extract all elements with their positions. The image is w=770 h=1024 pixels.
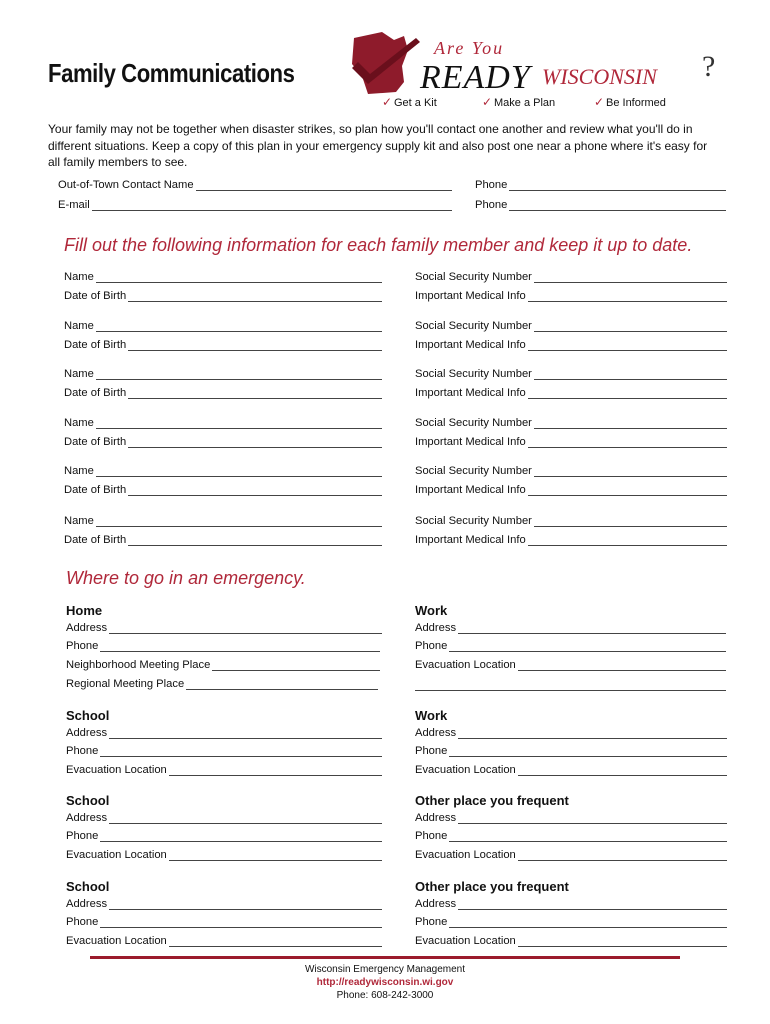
member-5-ssn-field[interactable]: Social Security Number xyxy=(415,465,727,477)
other-1-phone-field[interactable]: Phone xyxy=(415,830,727,842)
member-1-ssn-field[interactable]: Social Security Number xyxy=(415,271,727,283)
school-3-evacuation-field[interactable]: Evacuation Location xyxy=(66,935,382,947)
neighborhood-meeting-field[interactable]: Neighborhood Meeting Place xyxy=(66,659,380,671)
emergency-heading: Where to go in an emergency. xyxy=(66,568,306,588)
work-2-phone-field[interactable]: Phone xyxy=(415,745,727,757)
footer-url[interactable]: http://readywisconsin.wi.gov xyxy=(316,977,454,988)
work1-evacuation-field[interactable]: Evacuation Location xyxy=(415,659,726,671)
family-heading: Fill out the following information for each family member and keep it up to date. xyxy=(64,235,693,255)
logo-question: ? xyxy=(702,50,716,83)
work-2-evacuation-field[interactable]: Evacuation Location xyxy=(415,764,727,776)
section-home: Home xyxy=(66,603,103,618)
member-4-dob-field[interactable]: Date of Birth xyxy=(64,436,382,448)
other-2-phone-field[interactable]: Phone xyxy=(415,916,727,928)
logo-check-1: ✓ xyxy=(382,95,393,109)
section-work-2: Work xyxy=(415,708,448,723)
section-other-2: Other place you frequent xyxy=(415,879,569,894)
other-2-address-field[interactable]: Address xyxy=(415,898,727,910)
section-work-1: Work xyxy=(415,603,448,618)
member-3-ssn-field[interactable]: Social Security Number xyxy=(415,368,727,380)
member-5-medical-field[interactable]: Important Medical Info xyxy=(415,484,727,496)
other-1-evacuation-field[interactable]: Evacuation Location xyxy=(415,849,727,861)
footer-phone: Phone: 608-242-3000 xyxy=(336,990,434,1001)
member-6-ssn-field[interactable]: Social Security Number xyxy=(415,515,727,527)
contact-phone-field-1[interactable]: Phone xyxy=(475,179,726,191)
section-school-2: School xyxy=(66,793,110,808)
school-1-evacuation-field[interactable]: Evacuation Location xyxy=(66,764,382,776)
member-6-name-field[interactable]: Name xyxy=(64,515,382,527)
school-1-phone-field[interactable]: Phone xyxy=(66,745,382,757)
work-2-address-field[interactable]: Address xyxy=(415,727,727,739)
member-4-name-field[interactable]: Name xyxy=(64,417,382,429)
home-address-field[interactable]: Address xyxy=(66,622,382,634)
logo-tagline-informed: Be Informed xyxy=(606,97,666,109)
other-2-evacuation-field[interactable]: Evacuation Location xyxy=(415,935,727,947)
member-6-medical-field[interactable]: Important Medical Info xyxy=(415,534,727,546)
logo-check-3: ✓ xyxy=(594,95,605,109)
section-other-1: Other place you frequent xyxy=(415,793,569,808)
work1-phone-field[interactable]: Phone xyxy=(415,640,726,652)
logo-are-you: Are You xyxy=(434,38,505,58)
member-5-name-field[interactable]: Name xyxy=(64,465,382,477)
member-3-dob-field[interactable]: Date of Birth xyxy=(64,387,382,399)
footer-rule xyxy=(90,956,680,959)
logo-tagline-kit: Get a Kit xyxy=(394,97,437,109)
footer-org: Wisconsin Emergency Management xyxy=(304,964,466,975)
logo-ready: READY xyxy=(420,59,531,96)
member-5-dob-field[interactable]: Date of Birth xyxy=(64,484,382,496)
work1-extra-line[interactable] xyxy=(415,690,726,691)
school-2-evacuation-field[interactable]: Evacuation Location xyxy=(66,849,382,861)
ready-wisconsin-logo xyxy=(342,26,722,110)
member-1-dob-field[interactable]: Date of Birth xyxy=(64,290,382,302)
wisconsin-map-icon xyxy=(352,32,408,94)
school-1-address-field[interactable]: Address xyxy=(66,727,382,739)
member-2-medical-field[interactable]: Important Medical Info xyxy=(415,339,727,351)
member-3-name-field[interactable]: Name xyxy=(64,368,382,380)
other-1-address-field[interactable]: Address xyxy=(415,812,727,824)
school-2-address-field[interactable]: Address xyxy=(66,812,382,824)
school-3-phone-field[interactable]: Phone xyxy=(66,916,382,928)
member-4-ssn-field[interactable]: Social Security Number xyxy=(415,417,727,429)
section-school-1: School xyxy=(66,708,110,723)
work1-address-field[interactable]: Address xyxy=(415,622,726,634)
member-2-name-field[interactable]: Name xyxy=(64,320,382,332)
member-6-dob-field[interactable]: Date of Birth xyxy=(64,534,382,546)
email-field[interactable]: E-mail xyxy=(58,199,452,211)
logo-wisconsin: WISCONSIN xyxy=(542,64,657,89)
contact-phone-field-2[interactable]: Phone xyxy=(475,199,726,211)
page-title: Family Communications xyxy=(48,58,295,88)
school-3-address-field[interactable]: Address xyxy=(66,898,382,910)
member-2-dob-field[interactable]: Date of Birth xyxy=(64,339,382,351)
member-4-medical-field[interactable]: Important Medical Info xyxy=(415,436,727,448)
logo-tagline-plan: Make a Plan xyxy=(494,97,556,109)
member-1-medical-field[interactable]: Important Medical Info xyxy=(415,290,727,302)
regional-meeting-field[interactable]: Regional Meeting Place xyxy=(66,678,378,690)
member-2-ssn-field[interactable]: Social Security Number xyxy=(415,320,727,332)
section-school-3: School xyxy=(66,879,110,894)
home-phone-field[interactable]: Phone xyxy=(66,640,380,652)
school-2-phone-field[interactable]: Phone xyxy=(66,830,382,842)
out-of-town-contact-field[interactable]: Out-of-Town Contact Name xyxy=(58,179,452,191)
member-3-medical-field[interactable]: Important Medical Info xyxy=(415,387,727,399)
intro-paragraph: Your family may not be together when disaster strikes, so plan how you'll contact one another and review what you'll do in different situations. Keep a copy of this plan in your emergency supply kit and also post one near a phone where it's easy for all family members to see. xyxy=(48,122,708,169)
logo-check-2: ✓ xyxy=(482,95,493,109)
member-1-name-field[interactable]: Name xyxy=(64,271,382,283)
